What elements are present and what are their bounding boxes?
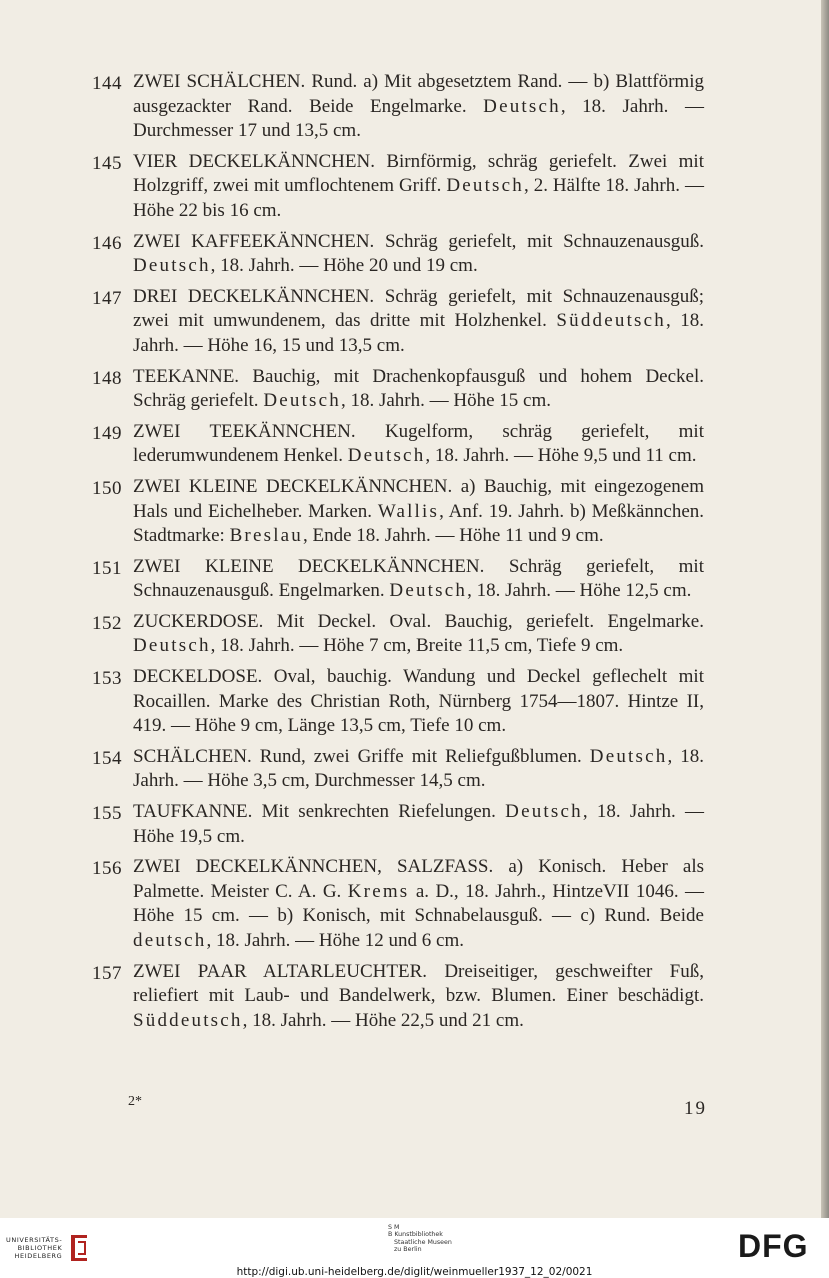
entry-number: 149 (92, 422, 122, 444)
entry-number: 156 (92, 858, 122, 880)
entry-text-segment: , Ende 18. Jahrh. — Höhe 11 und 9 cm. (303, 525, 604, 547)
entry-number: 154 (92, 747, 122, 769)
university-line: HEIDELBERG (14, 1252, 63, 1260)
entry-text-segment: , 18. Jahrh. — Durchmesser 17 und 13,5 cm. (133, 95, 705, 142)
entry-text-segment: , 18. Jahrh. — Höhe 16, 15 und 13,5 cm. (133, 310, 705, 356)
page-edge (821, 0, 829, 1218)
catalog-entry (92, 665, 704, 739)
entry-text (133, 960, 704, 1034)
entry-text-segment: SCHÄLCHEN. Rund, zwei Griffe mit Reliefgußblumen. (133, 745, 590, 767)
page-number: 19 (684, 1098, 707, 1119)
origin-spaced-text: Deutsch (483, 95, 561, 117)
origin-spaced-text: Wallis (377, 500, 440, 522)
entry-text-segment: ZWEI KAFFEEKÄNNCHEN. Schräg geriefelt, mit Schnauzenausguß. (133, 230, 704, 252)
center-logo-line: Staatliche Museen (394, 1238, 452, 1246)
university-name (6, 1236, 62, 1260)
origin-spaced-text: Deutsch (347, 445, 426, 467)
entry-text-segment: , 2. Hälfte 18. Jahrh. — Höhe 22 bis 16 cm. (133, 175, 704, 221)
entry-text (133, 150, 704, 224)
entry-number: 148 (92, 367, 122, 389)
origin-spaced-text: Deutsch (133, 255, 211, 277)
center-logo-line: B Kunstbibliothek (388, 1231, 443, 1239)
bottom-bar (0, 1218, 829, 1278)
catalog-entry (92, 745, 704, 794)
entry-text (133, 800, 704, 849)
entry-text-segment: , 18. Jahrh. — Höhe 15 cm. (340, 390, 552, 412)
entry-text-segment: , 18. Jahrh. — Höhe 12 und 6 cm. (206, 930, 464, 951)
entry-text-segment: TEEKANNE. Bauchig, mit Drachenkopfausguß und hohem Deckel. Schräg geriefelt. (133, 365, 704, 412)
catalog-entry (92, 420, 704, 469)
entry-number: 147 (92, 287, 122, 309)
origin-spaced-text: Deutsch (505, 801, 583, 823)
entry-text-segment: ZWEI TEEKÄNNCHEN. Kugelform, schräg geriefelt, mit lederumwundenem Henkel. (133, 420, 704, 467)
entry-text-segment: DECKELDOSE. Oval, bauchig. Wandung und Deckel geflechelt mit Rocaillen. Marke des Christian Roth, Nürnberg 1754—1807. Hintze II, 419. — Höhe 9 cm, Länge 13,5 cm, Tiefe 10 cm. (133, 666, 704, 737)
entry-text-segment: , 18. Jahrh. — Höhe 3,5 cm, Durchmesser 14,5 cm. (133, 745, 704, 792)
dfg-label: DFG (738, 1231, 809, 1261)
entry-number: 152 (92, 612, 122, 634)
entry-text (133, 230, 704, 279)
entry-number: 145 (92, 152, 122, 174)
origin-spaced-text: Süddeutsch (556, 310, 666, 332)
entry-text-segment: , 18. Jahrh. — Höhe 7 cm, Breite 11,5 cm, Tiefe 9 cm. (210, 635, 624, 657)
entry-number: 155 (92, 803, 122, 825)
entry-text-segment: a. D., 18. Jahrh., HintzeVII 1046. — Höhe 15 cm. — b) Konisch, mit Schnabelausguß. — c) Rund. Beide (133, 880, 704, 927)
origin-spaced-text: Deutsch (389, 580, 468, 602)
origin-spaced-text: deutsch (133, 930, 207, 951)
entry-text-segment: , 18. Jahrh. — Höhe 20 und 19 cm. (210, 255, 478, 277)
entry-text-segment: ZWEI SCHÄLCHEN. Rund. a) Mit abgesetztem Rand. — b) Blattförmig ausgezackter Rand. Beide Engelmarke. (133, 71, 704, 117)
center-logo-line: zu Berlin (394, 1246, 422, 1254)
origin-spaced-text: Breslau (229, 525, 304, 547)
university-line: BIBLIOTHEK (17, 1244, 63, 1252)
entry-text-segment: , Anf. 19. Jahrh. b) Meßkännchen. Stadtmarke: (133, 500, 705, 547)
catalog-entry (92, 855, 704, 953)
university-line: UNIVERSITÄTS- (6, 1236, 63, 1244)
catalog-entry (92, 365, 704, 414)
entry-text-segment: , 18. Jahrh. — Höhe 12,5 cm. (467, 580, 692, 602)
catalog-entry (92, 555, 704, 604)
catalog-entry (92, 150, 704, 224)
university-logo[interactable] (6, 1233, 90, 1263)
entry-number: 151 (92, 557, 122, 579)
entry-text-segment: ZWEI KLEINE DECKELKÄNNCHEN. Schräg geriefelt, mit Schnauzenausguß. Engelmarken. (133, 555, 704, 602)
entry-text-segment: , 18. Jahrh. — Höhe 19,5 cm. (133, 801, 704, 847)
entry-text-segment: ZUCKERDOSE. Mit Deckel. Oval. Bauchig, geriefelt. Engelmarke. (133, 610, 704, 632)
catalog-entry (92, 610, 704, 659)
entry-text (133, 475, 704, 549)
source-url-link[interactable]: http://digi.ub.uni-heidelberg.de/diglit/weinmueller1937_12_02/0021 (236, 1266, 593, 1278)
catalog-entry (92, 800, 704, 849)
entry-number: 157 (92, 962, 122, 984)
entry-text-segment: ZWEI DECKELKÄNNCHEN, SALZFASS. a) Konisch. Heber als Palmette. Meister C. A. G. (133, 856, 704, 902)
entry-list (92, 70, 704, 1039)
entry-text-segment: ZWEI KLEINE DECKELKÄNNCHEN. a) Bauchig, mit eingezogenem Hals und Eichelheber. Marken. (133, 475, 704, 522)
kunstbibliothek-logo[interactable] (388, 1224, 452, 1254)
entry-number: 153 (92, 668, 122, 690)
entry-text (133, 855, 704, 953)
entry-text-segment: DREI DECKELKÄNNCHEN. Schräg geriefelt, mit Schnauzenausguß; zwei mit umwundenem, das dritte mit Holzhenkel. (133, 285, 704, 332)
catalog-entry (92, 475, 704, 549)
entry-text (133, 610, 704, 659)
dfg-logo-icon[interactable] (738, 1231, 818, 1261)
university-seal-icon (68, 1233, 90, 1263)
catalog-entry (92, 70, 704, 144)
entry-text (133, 365, 704, 414)
entry-text-segment: TAUFKANNE. Mit senkrechten Riefelungen. (133, 801, 506, 823)
signature-mark: 2* (128, 1094, 142, 1109)
origin-spaced-text: Krems (347, 880, 410, 902)
origin-spaced-text: Süddeutsch (133, 1009, 243, 1031)
center-logo-line: S M (388, 1224, 400, 1231)
origin-spaced-text: Deutsch (263, 390, 341, 412)
entry-text (133, 420, 704, 469)
entry-text-segment: ZWEI PAAR ALTARLEUCHTER. Dreiseitiger, geschweifter Fuß, reliefiert mit Laub- und Bandelwerk, bzw. Blumen. Einer beschädigt. (133, 960, 704, 1007)
origin-spaced-text: Deutsch (589, 745, 668, 767)
entry-number: 150 (92, 477, 122, 499)
entry-text-segment: , 18. Jahrh. — Höhe 22,5 und 21 cm. (242, 1009, 524, 1031)
entry-text-segment: VIER DECKELKÄNNCHEN. Birnförmig, schräg geriefelt. Zwei mit Holzgriff, zwei mit umflochtenem Griff. (133, 150, 704, 197)
catalog-entry (92, 960, 704, 1034)
entry-number: 146 (92, 232, 122, 254)
origin-spaced-text: Deutsch (446, 175, 524, 197)
entry-text (133, 745, 704, 794)
entry-text-segment: , 18. Jahrh. — Höhe 9,5 und 11 cm. (425, 445, 697, 467)
entry-text (133, 665, 704, 739)
catalog-entry (92, 285, 704, 359)
entry-text (133, 285, 704, 359)
catalog-entry (92, 230, 704, 279)
entry-text (133, 555, 704, 604)
origin-spaced-text: Deutsch (133, 635, 211, 657)
entry-number: 144 (92, 73, 122, 94)
entry-text (133, 70, 704, 144)
